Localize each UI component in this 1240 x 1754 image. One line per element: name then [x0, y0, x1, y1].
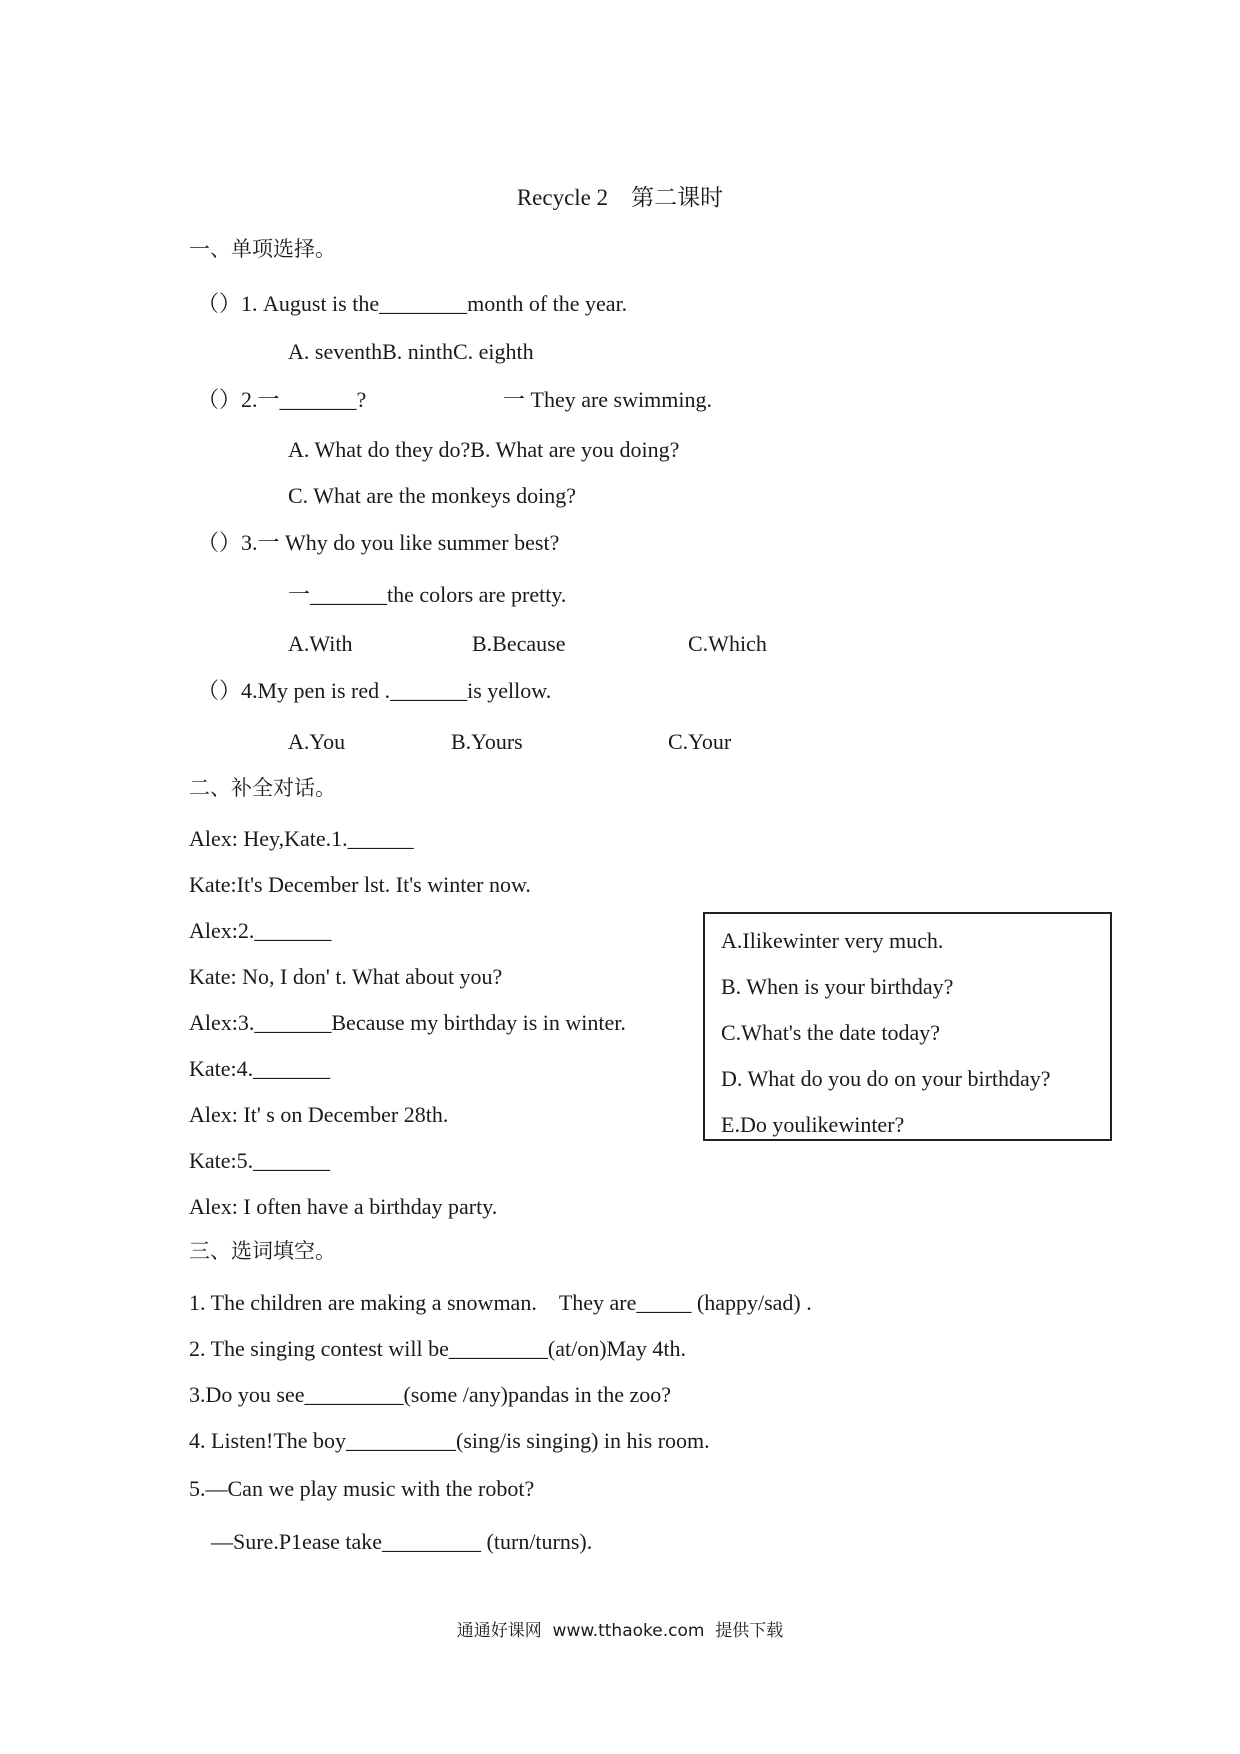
section1-heading: 一、单项选择。 [189, 237, 336, 261]
dialog-line: Kate: No, I don' t. What about you? [189, 964, 503, 989]
dialog-line: Alex:2._______ [189, 918, 332, 943]
dialog-line: Kate:5._______ [189, 1148, 331, 1173]
q4-option-b: B.Yours [451, 729, 523, 754]
footer-text: 通通好课网 www.tthaoke.com 提供下载 [456, 1621, 784, 1641]
dialog-line: Alex: Hey,Kate.1.______ [189, 826, 414, 851]
q3-option-c: C.Which [688, 631, 767, 656]
q3-option-b: B.Because [472, 631, 566, 656]
section2-heading: 二、补全对话。 [189, 776, 336, 800]
q3-reply: 一_______the colors are pretty. [288, 582, 567, 607]
dialog-line: Kate:4._______ [189, 1056, 331, 1081]
q3-stem: （）3.一 Why do you like summer best? [197, 530, 560, 555]
answer-option: E.Do youlikewinter? [721, 1112, 905, 1137]
fill-line: —Sure.P1ease take_________ (turn/turns). [189, 1529, 593, 1554]
q4-stem: （）4.My pen is red ._______is yellow. [197, 678, 552, 703]
answer-option: C.What's the date today? [721, 1020, 941, 1045]
q4-option-a: A.You [288, 729, 346, 754]
fill-line: 2. The singing contest will be_________(at/on)May 4th. [189, 1336, 686, 1361]
fill-line: 3.Do you see_________(some /any)pandas in the zoo? [189, 1382, 672, 1407]
answer-option: B. When is your birthday? [721, 974, 954, 999]
dialog-line: Alex:3._______Because my birthday is in winter. [189, 1010, 626, 1035]
answer-option: D. What do you do on your birthday? [721, 1066, 1051, 1091]
q3-option-a: A.With [288, 631, 353, 656]
q2-reply: 一 They are swimming. [503, 387, 712, 412]
q2-options-ab: A. What do they do?B. What are you doing? [288, 437, 680, 462]
fill-line: 1. The children are making a snowman. They are_____ (happy/sad) . [189, 1290, 812, 1315]
dialog-line: Alex: I often have a birthday party. [189, 1194, 498, 1219]
dialog-line: Alex: It' s on December 28th. [189, 1102, 449, 1127]
q2-stem: （）2.一_______? [197, 387, 367, 412]
section3-heading: 三、选词填空。 [189, 1239, 336, 1263]
fill-line: 5.—Can we play music with the robot? [189, 1476, 535, 1501]
page-title: Recycle 2 第二课时 [516, 185, 724, 210]
dialog-line: Kate:It's December lst. It's winter now. [189, 872, 531, 897]
q1-options: A. seventhB. ninthC. eighth [288, 339, 534, 364]
answer-option: A.Ilikewinter very much. [721, 928, 944, 953]
q1-stem: （）1. August is the________month of the year. [197, 291, 628, 316]
answer-options-box [703, 912, 1112, 1141]
q4-option-c: C.Your [668, 729, 732, 754]
fill-line: 4. Listen!The boy__________(sing/is singing) in his room. [189, 1428, 710, 1453]
q2-option-c: C. What are the monkeys doing? [288, 483, 576, 508]
